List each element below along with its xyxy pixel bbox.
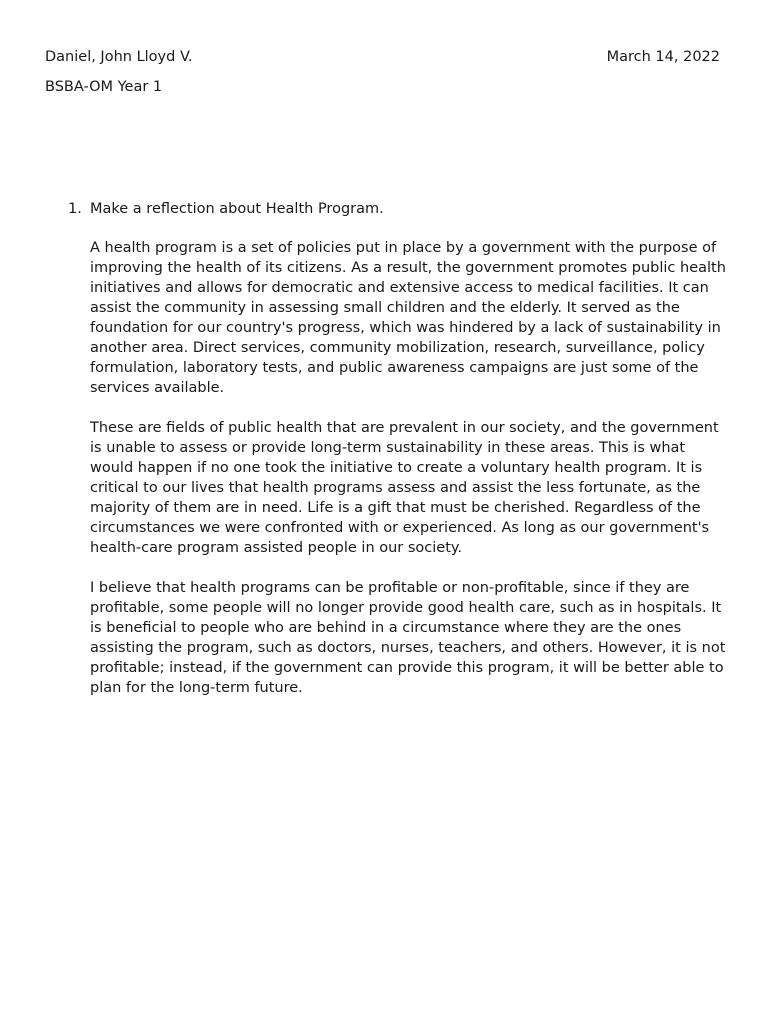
question-text: Make a reflection about Health Program.	[90, 201, 384, 217]
answer-body	[90, 238, 726, 718]
question-number: 1.	[68, 201, 82, 217]
document-date: March 14, 2022	[606, 49, 720, 65]
author-name: Daniel, John Lloyd V.	[45, 49, 193, 65]
course-year: BSBA-OM Year 1	[45, 79, 163, 95]
paragraph-2: These are fields of public health that are prevalent in our society, and the government is unable to assess or provide long-term sustainability in these areas. This is what would happen if no one took the initiative to create a voluntary health program. It is critical to our lives that health programs assess and assist the less fortunate, as the majority of them are in need. Life is a gift that must be cherished. Regardless of the circumstances we were confronted with or experienced. As long as our government's health-care program assisted people in our society.	[90, 420, 719, 556]
paragraph-1: A health program is a set of policies put in place by a government with the purpose of improving the health of its citizens. As a result, the government promotes public health initiatives and allows for democratic and extensive access to medical facilities. It can assist the community in assessing small children and the elderly. It served as the foundation for our country's progress, which was hindered by a lack of sustainability in another area. Direct services, community mobilization, research, surveillance, policy formulation, laboratory tests, and public awareness campaigns are just some of the services available.	[90, 240, 726, 396]
paragraph-3: I believe that health programs can be profitable or non-profitable, since if they are profitable, some people will no longer provide good health care, such as in hospitals. It is beneficial to people who are behind in a circumstance where they are the ones assisting the program, such as doctors, nurses, teachers, and others. However, it is not profitable; instead, if the government can provide this program, it will be better able to plan for the long-term future.	[90, 580, 726, 696]
